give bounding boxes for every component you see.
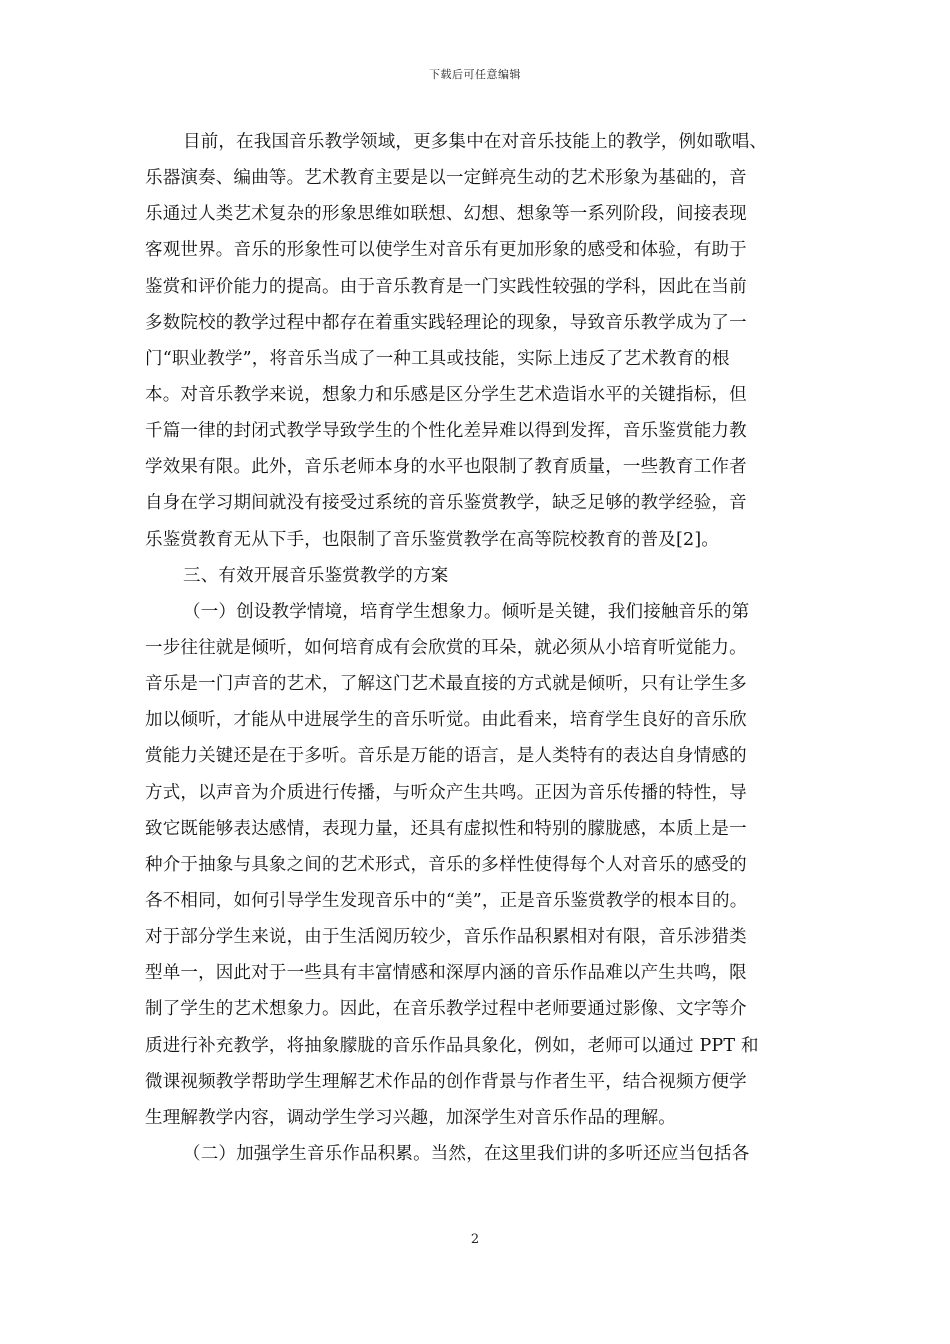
text-line: 一步往往就是倾听，如何培育成有会欣赏的耳朵，就必须从小培育听觉能力。 xyxy=(145,637,747,658)
text-line: 鉴赏和评价能力的提高。由于音乐教育是一门实践性较强的学科，因此在当前 xyxy=(145,276,747,297)
page-header: 下载后可任意编辑 xyxy=(429,68,521,81)
text-line: 客观世界。音乐的形象性可以使学生对音乐有更加形象的感受和体验，有助于 xyxy=(145,240,747,261)
text-line: 制了学生的艺术想象力。因此，在音乐教学过程中老师要通过影像、文字等介 xyxy=(145,999,747,1020)
text-line: （一）创设教学情境，培育学生想象力。倾听是关键，我们接触音乐的第 xyxy=(183,601,750,622)
text-line: 乐器演奏、编曲等。艺术教育主要是以一定鲜亮生动的艺术形象为基础的，音 xyxy=(145,168,747,189)
text-line: 乐鉴赏教育无从下手，也限制了音乐鉴赏教学在高等院校教育的普及[2]。 xyxy=(145,529,720,550)
page-number: 2 xyxy=(470,1232,480,1247)
text-line: 致它既能够表达感情，表现力量，还具有虚拟性和特别的朦胧感，本质上是一 xyxy=(145,818,747,839)
text-line: 各不相同，如何引导学生发现音乐中的“美”，正是音乐鉴赏教学的根本目的。 xyxy=(145,890,748,911)
text-line: 生理解教学内容，调动学生学习兴趣，加深学生对音乐作品的理解。 xyxy=(145,1107,676,1128)
text-line: （二）加强学生音乐作品积累。当然，在这里我们讲的多听还应当包括各 xyxy=(183,1143,750,1164)
text-line: 学效果有限。此外，音乐老师本身的水平也限制了教育质量，一些教育工作者 xyxy=(145,457,747,478)
text-line: 对于部分学生来说，由于生活阅历较少，音乐作品积累相对有限，音乐涉猎类 xyxy=(145,927,747,948)
text-line: 自身在学习期间就没有接受过系统的音乐鉴赏教学，缺乏足够的教学经验，音 xyxy=(145,493,747,514)
text-line: 音乐是一门声音的艺术，了解这门艺术最直接的方式就是倾听，只有让学生多 xyxy=(145,674,747,695)
text-line: 质进行补充教学，将抽象朦胧的音乐作品具象化，例如，老师可以通过 PPT 和 xyxy=(145,1035,759,1056)
text-line: 赏能力关键还是在于多听。音乐是万能的语言，是人类特有的表达自身情感的 xyxy=(145,746,747,767)
text-line: 乐通过人类艺术复杂的形象思维如联想、幻想、想象等一系列阶段，间接表现 xyxy=(145,204,747,225)
text-line: 多数院校的教学过程中都存在着重实践轻理论的现象，导致音乐教学成为了一 xyxy=(145,312,747,333)
text-line: 方式，以声音为介质进行传播，与听众产生共鸣。正因为音乐传播的特性，导 xyxy=(145,782,747,803)
section-heading: 三、有效开展音乐鉴赏教学的方案 xyxy=(183,565,449,586)
text-line: 型单一，因此对于一些具有丰富情感和深厚内涵的音乐作品难以产生共鸣，限 xyxy=(145,963,747,984)
text-line: 种介于抽象与具象之间的艺术形式，音乐的多样性使得每个人对音乐的感受的 xyxy=(145,854,747,875)
text-line: 加以倾听，才能从中进展学生的音乐听觉。由此看来，培育学生良好的音乐欣 xyxy=(145,710,747,731)
text-line: 门“职业教学”，将音乐当成了一种工具或技能，实际上违反了艺术教育的根 xyxy=(145,348,730,369)
body-text xyxy=(145,124,809,1172)
text-line: 本。对音乐教学来说，想象力和乐感是区分学生艺术造诣水平的关键指标，但 xyxy=(145,384,747,405)
text-line: 微课视频教学帮助学生理解艺术作品的创作背景与作者生平，结合视频方便学 xyxy=(145,1071,747,1092)
text-line: 目前，在我国音乐教学领域，更多集中在对音乐技能上的教学，例如歌唱、 xyxy=(183,132,768,152)
text-line: 千篇一律的封闭式教学导致学生的个性化差异难以得到发挥，音乐鉴赏能力教 xyxy=(145,421,747,442)
